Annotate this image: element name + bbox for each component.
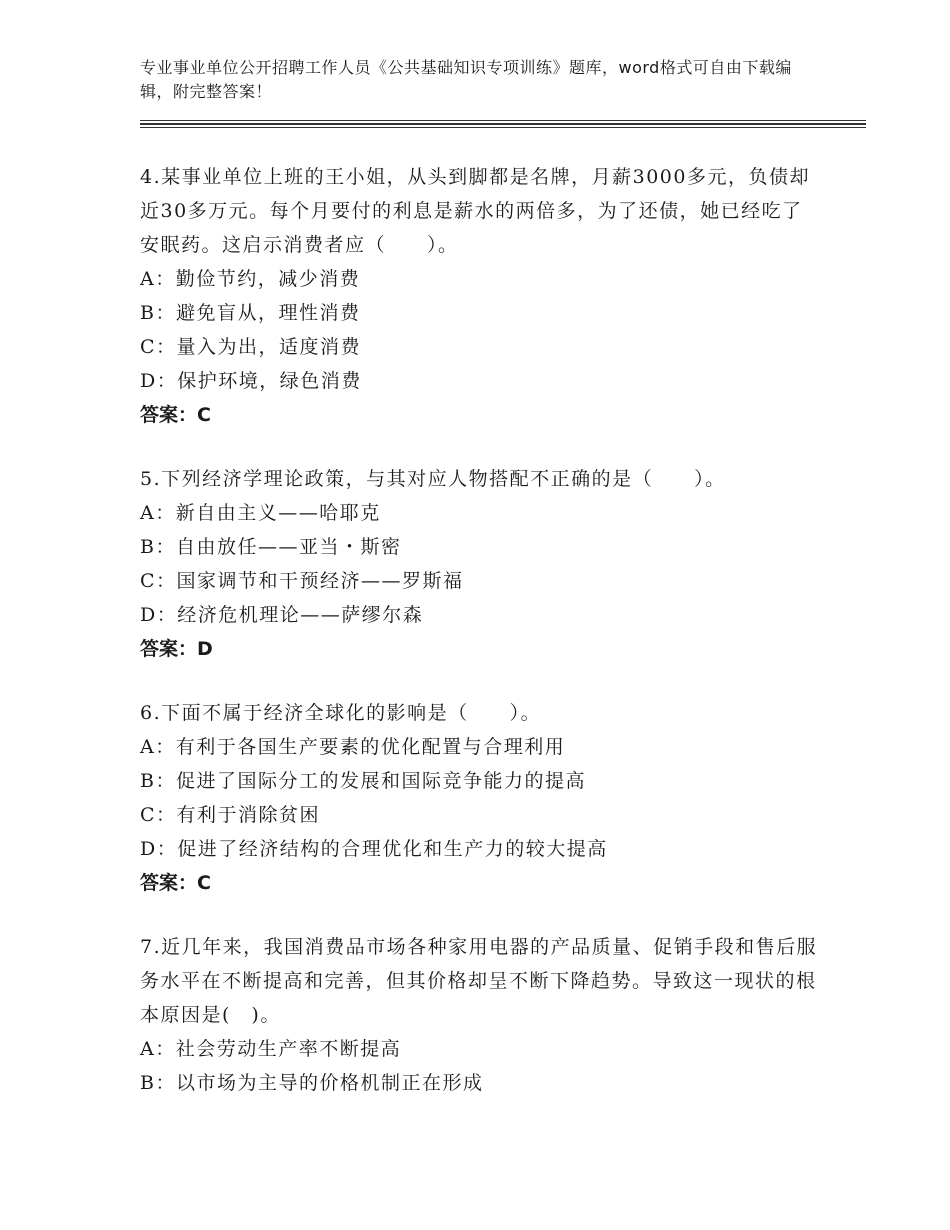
- answer: 答案：C: [140, 872, 211, 894]
- question-6: [140, 696, 820, 900]
- option-d: D：促进了经济结构的合理优化和生产力的较大提高: [140, 838, 608, 860]
- question-stem: 7.近几年来，我国消费品市场各种家用电器的产品质量、促销手段和售后服务水平在不断提高和完善，但其价格却呈不断下降趋势。导致这一现状的根本原因是( )。: [140, 936, 818, 1026]
- header-divider-middle: [140, 123, 866, 125]
- answer: 答案：D: [140, 638, 213, 660]
- option-d: D：保护环境，绿色消费: [140, 370, 362, 392]
- option-a: A：社会劳动生产率不断提高: [140, 1038, 402, 1060]
- question-list: [140, 160, 820, 1130]
- question-stem: 6.下面不属于经济全球化的影响是（ ）。: [140, 702, 542, 724]
- header-divider-top: [140, 120, 866, 121]
- question-4: [140, 160, 820, 432]
- option-b: B：避免盲从，理性消费: [140, 302, 361, 324]
- question-5: [140, 462, 820, 666]
- option-a: A：勤俭节约，减少消费: [140, 268, 361, 290]
- option-b: B：促进了国际分工的发展和国际竞争能力的提高: [140, 770, 586, 792]
- option-c: C：国家调节和干预经济——罗斯福: [140, 570, 464, 592]
- option-a: A：有利于各国生产要素的优化配置与合理利用: [140, 736, 566, 758]
- header-divider-bottom: [140, 127, 866, 128]
- option-b: B：自由放任——亚当・斯密: [140, 536, 402, 558]
- option-b: B：以市场为主导的价格机制正在形成: [140, 1072, 484, 1094]
- option-c: C：量入为出，适度消费: [140, 336, 362, 358]
- document-header: 专业事业单位公开招聘工作人员《公共基础知识专项训练》题库，word格式可自由下载编辑，附完整答案！: [140, 58, 792, 101]
- question-7: [140, 930, 820, 1100]
- option-a: A：新自由主义——哈耶克: [140, 502, 381, 524]
- option-c: C：有利于消除贫困: [140, 804, 321, 826]
- question-stem: 4.某事业单位上班的王小姐，从头到脚都是名牌，月薪3000多元，负债却近30多万元。每个月要付的利息是薪水的两倍多，为了还债，她已经吃了安眠药。这启示消费者应（ ）。: [140, 166, 810, 256]
- option-d: D：经济危机理论——萨缪尔森: [140, 604, 424, 626]
- answer: 答案：C: [140, 404, 211, 426]
- question-stem: 5.下列经济学理论政策，与其对应人物搭配不正确的是（ ）。: [140, 468, 726, 490]
